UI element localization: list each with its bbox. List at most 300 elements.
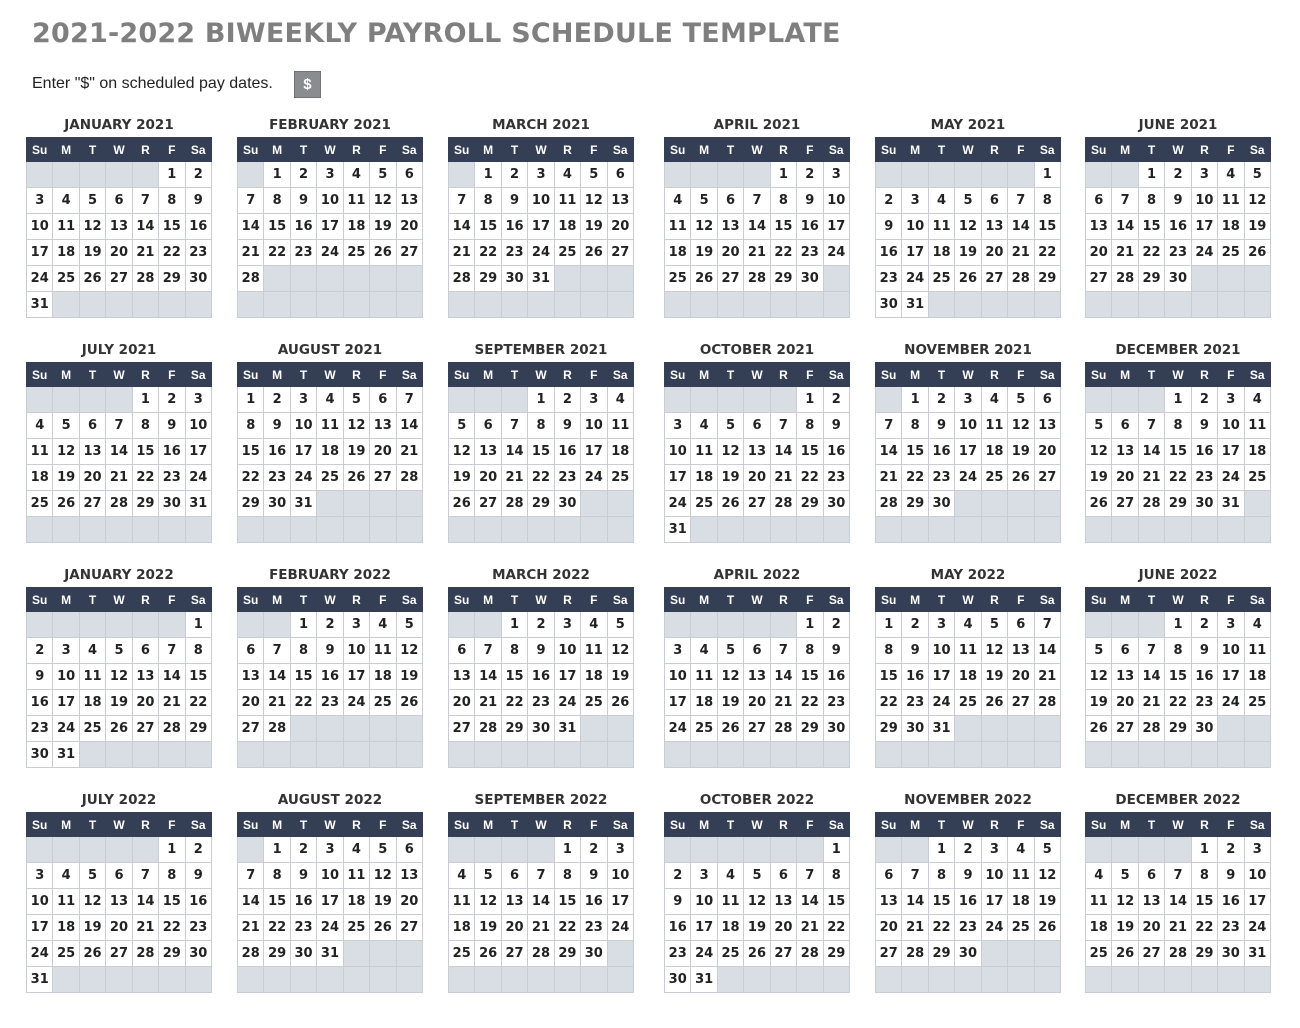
day-cell[interactable]: 3 bbox=[823, 162, 849, 188]
day-cell[interactable]: 26 bbox=[396, 690, 422, 716]
day-cell[interactable]: 3 bbox=[981, 837, 1007, 863]
day-cell[interactable]: 22 bbox=[1165, 690, 1191, 716]
day-cell[interactable]: 10 bbox=[1244, 863, 1270, 889]
day-cell[interactable]: 11 bbox=[53, 214, 79, 240]
day-cell[interactable]: 12 bbox=[1008, 413, 1034, 439]
day-cell[interactable]: 23 bbox=[1191, 690, 1217, 716]
day-cell[interactable]: 11 bbox=[554, 188, 580, 214]
day-cell[interactable]: 29 bbox=[770, 266, 796, 292]
day-cell[interactable]: 14 bbox=[396, 413, 422, 439]
day-cell[interactable]: 11 bbox=[53, 889, 79, 915]
day-cell[interactable]: 11 bbox=[928, 214, 954, 240]
day-cell[interactable]: 21 bbox=[876, 465, 902, 491]
day-cell[interactable]: 17 bbox=[607, 889, 633, 915]
day-cell[interactable]: 13 bbox=[770, 889, 796, 915]
day-cell[interactable]: 23 bbox=[581, 915, 607, 941]
day-cell[interactable]: 29 bbox=[902, 491, 928, 517]
day-cell[interactable]: 12 bbox=[955, 214, 981, 240]
day-cell[interactable]: 26 bbox=[581, 240, 607, 266]
day-cell[interactable]: 12 bbox=[1034, 863, 1060, 889]
day-cell[interactable]: 16 bbox=[581, 889, 607, 915]
day-cell[interactable]: 3 bbox=[665, 413, 691, 439]
day-cell[interactable]: 3 bbox=[691, 863, 717, 889]
day-cell[interactable]: 9 bbox=[554, 413, 580, 439]
day-cell[interactable]: 19 bbox=[370, 214, 396, 240]
day-cell[interactable]: 12 bbox=[717, 439, 743, 465]
day-cell[interactable]: 6 bbox=[79, 413, 105, 439]
day-cell[interactable]: 15 bbox=[554, 889, 580, 915]
day-cell[interactable]: 11 bbox=[79, 664, 105, 690]
day-cell[interactable]: 21 bbox=[797, 915, 823, 941]
day-cell[interactable]: 25 bbox=[27, 491, 53, 517]
day-cell[interactable]: 14 bbox=[770, 664, 796, 690]
day-cell[interactable]: 1 bbox=[1138, 162, 1164, 188]
day-cell[interactable]: 24 bbox=[1218, 465, 1244, 491]
day-cell[interactable]: 27 bbox=[132, 716, 158, 742]
day-cell[interactable]: 9 bbox=[1165, 188, 1191, 214]
day-cell[interactable]: 1 bbox=[185, 612, 211, 638]
day-cell[interactable]: 20 bbox=[1008, 664, 1034, 690]
day-cell[interactable]: 10 bbox=[317, 863, 343, 889]
day-cell[interactable]: 26 bbox=[370, 240, 396, 266]
day-cell[interactable]: 29 bbox=[928, 941, 954, 967]
day-cell[interactable]: 26 bbox=[744, 941, 770, 967]
day-cell[interactable]: 14 bbox=[1034, 638, 1060, 664]
day-cell[interactable]: 8 bbox=[1034, 188, 1060, 214]
day-cell[interactable]: 1 bbox=[876, 612, 902, 638]
day-cell[interactable]: 24 bbox=[554, 690, 580, 716]
day-cell[interactable]: 8 bbox=[554, 863, 580, 889]
day-cell[interactable]: 31 bbox=[554, 716, 580, 742]
day-cell[interactable]: 8 bbox=[770, 188, 796, 214]
day-cell[interactable]: 13 bbox=[396, 188, 422, 214]
day-cell[interactable]: 5 bbox=[475, 863, 501, 889]
day-cell[interactable]: 14 bbox=[238, 889, 264, 915]
day-cell[interactable]: 15 bbox=[528, 439, 554, 465]
day-cell[interactable]: 9 bbox=[27, 664, 53, 690]
day-cell[interactable]: 27 bbox=[744, 491, 770, 517]
day-cell[interactable]: 12 bbox=[370, 863, 396, 889]
day-cell[interactable]: 13 bbox=[1138, 889, 1164, 915]
day-cell[interactable]: 2 bbox=[823, 387, 849, 413]
day-cell[interactable]: 24 bbox=[27, 941, 53, 967]
day-cell[interactable]: 19 bbox=[79, 240, 105, 266]
day-cell[interactable]: 30 bbox=[1191, 491, 1217, 517]
day-cell[interactable]: 24 bbox=[928, 690, 954, 716]
day-cell[interactable]: 27 bbox=[370, 465, 396, 491]
day-cell[interactable]: 26 bbox=[53, 491, 79, 517]
day-cell[interactable]: 3 bbox=[928, 612, 954, 638]
day-cell[interactable]: 8 bbox=[928, 863, 954, 889]
day-cell[interactable]: 27 bbox=[1086, 266, 1112, 292]
day-cell[interactable]: 15 bbox=[797, 439, 823, 465]
day-cell[interactable]: 8 bbox=[159, 863, 185, 889]
day-cell[interactable]: 20 bbox=[1086, 240, 1112, 266]
day-cell[interactable]: 24 bbox=[1244, 915, 1270, 941]
day-cell[interactable]: 2 bbox=[581, 837, 607, 863]
day-cell[interactable]: 29 bbox=[528, 491, 554, 517]
day-cell[interactable]: 18 bbox=[343, 889, 369, 915]
day-cell[interactable]: 24 bbox=[665, 491, 691, 517]
day-cell[interactable]: 21 bbox=[1138, 690, 1164, 716]
day-cell[interactable]: 16 bbox=[27, 690, 53, 716]
day-cell[interactable]: 20 bbox=[981, 240, 1007, 266]
day-cell[interactable]: 15 bbox=[290, 664, 316, 690]
day-cell[interactable]: 6 bbox=[238, 638, 264, 664]
day-cell[interactable]: 1 bbox=[823, 837, 849, 863]
day-cell[interactable]: 25 bbox=[955, 690, 981, 716]
day-cell[interactable]: 25 bbox=[343, 240, 369, 266]
day-cell[interactable]: 7 bbox=[876, 413, 902, 439]
day-cell[interactable]: 16 bbox=[876, 240, 902, 266]
day-cell[interactable]: 9 bbox=[581, 863, 607, 889]
day-cell[interactable]: 3 bbox=[27, 188, 53, 214]
day-cell[interactable]: 16 bbox=[928, 439, 954, 465]
day-cell[interactable]: 19 bbox=[1086, 690, 1112, 716]
day-cell[interactable]: 21 bbox=[1112, 240, 1138, 266]
day-cell[interactable]: 14 bbox=[1138, 439, 1164, 465]
day-cell[interactable]: 21 bbox=[238, 240, 264, 266]
day-cell[interactable]: 27 bbox=[717, 266, 743, 292]
day-cell[interactable]: 26 bbox=[106, 716, 132, 742]
day-cell[interactable]: 12 bbox=[981, 638, 1007, 664]
day-cell[interactable]: 19 bbox=[1112, 915, 1138, 941]
day-cell[interactable]: 28 bbox=[1138, 716, 1164, 742]
day-cell[interactable]: 7 bbox=[449, 188, 475, 214]
day-cell[interactable]: 20 bbox=[449, 690, 475, 716]
day-cell[interactable]: 8 bbox=[797, 638, 823, 664]
day-cell[interactable]: 15 bbox=[264, 889, 290, 915]
day-cell[interactable]: 7 bbox=[501, 413, 527, 439]
day-cell[interactable]: 30 bbox=[1191, 716, 1217, 742]
day-cell[interactable]: 2 bbox=[876, 188, 902, 214]
day-cell[interactable]: 10 bbox=[823, 188, 849, 214]
day-cell[interactable]: 21 bbox=[1165, 915, 1191, 941]
day-cell[interactable]: 13 bbox=[370, 413, 396, 439]
day-cell[interactable]: 24 bbox=[823, 240, 849, 266]
day-cell[interactable]: 11 bbox=[343, 863, 369, 889]
day-cell[interactable]: 4 bbox=[717, 863, 743, 889]
day-cell[interactable]: 6 bbox=[501, 863, 527, 889]
day-cell[interactable]: 8 bbox=[264, 188, 290, 214]
day-cell[interactable]: 10 bbox=[317, 188, 343, 214]
day-cell[interactable]: 23 bbox=[185, 915, 211, 941]
day-cell[interactable]: 1 bbox=[1165, 387, 1191, 413]
day-cell[interactable]: 4 bbox=[343, 837, 369, 863]
day-cell[interactable]: 14 bbox=[264, 664, 290, 690]
day-cell[interactable]: 1 bbox=[264, 162, 290, 188]
day-cell[interactable]: 16 bbox=[317, 664, 343, 690]
day-cell[interactable]: 20 bbox=[396, 214, 422, 240]
day-cell[interactable]: 3 bbox=[1218, 612, 1244, 638]
day-cell[interactable]: 20 bbox=[876, 915, 902, 941]
day-cell[interactable]: 7 bbox=[159, 638, 185, 664]
day-cell[interactable]: 16 bbox=[185, 889, 211, 915]
day-cell[interactable]: 11 bbox=[1244, 638, 1270, 664]
day-cell[interactable]: 18 bbox=[1086, 915, 1112, 941]
day-cell[interactable]: 7 bbox=[1008, 188, 1034, 214]
day-cell[interactable]: 4 bbox=[53, 863, 79, 889]
day-cell[interactable]: 28 bbox=[1008, 266, 1034, 292]
day-cell[interactable]: 19 bbox=[1034, 889, 1060, 915]
day-cell[interactable]: 10 bbox=[53, 664, 79, 690]
day-cell[interactable]: 28 bbox=[132, 941, 158, 967]
day-cell[interactable]: 23 bbox=[797, 240, 823, 266]
day-cell[interactable]: 5 bbox=[1086, 638, 1112, 664]
day-cell[interactable]: 5 bbox=[607, 612, 633, 638]
day-cell[interactable]: 1 bbox=[770, 162, 796, 188]
day-cell[interactable]: 11 bbox=[27, 439, 53, 465]
day-cell[interactable]: 5 bbox=[744, 863, 770, 889]
day-cell[interactable]: 14 bbox=[1165, 889, 1191, 915]
day-cell[interactable]: 14 bbox=[501, 439, 527, 465]
day-cell[interactable]: 16 bbox=[1191, 439, 1217, 465]
day-cell[interactable]: 22 bbox=[928, 915, 954, 941]
day-cell[interactable]: 5 bbox=[581, 162, 607, 188]
day-cell[interactable]: 12 bbox=[744, 889, 770, 915]
day-cell[interactable]: 24 bbox=[581, 465, 607, 491]
day-cell[interactable]: 3 bbox=[528, 162, 554, 188]
day-cell[interactable]: 10 bbox=[902, 214, 928, 240]
day-cell[interactable]: 3 bbox=[317, 162, 343, 188]
day-cell[interactable]: 8 bbox=[1165, 638, 1191, 664]
day-cell[interactable]: 3 bbox=[1191, 162, 1217, 188]
day-cell[interactable]: 6 bbox=[106, 863, 132, 889]
day-cell[interactable]: 2 bbox=[823, 612, 849, 638]
day-cell[interactable]: 4 bbox=[581, 612, 607, 638]
day-cell[interactable]: 25 bbox=[981, 465, 1007, 491]
day-cell[interactable]: 29 bbox=[876, 716, 902, 742]
day-cell[interactable]: 26 bbox=[370, 915, 396, 941]
day-cell[interactable]: 9 bbox=[501, 188, 527, 214]
day-cell[interactable]: 10 bbox=[955, 413, 981, 439]
day-cell[interactable]: 2 bbox=[528, 612, 554, 638]
day-cell[interactable]: 15 bbox=[1165, 664, 1191, 690]
day-cell[interactable]: 8 bbox=[475, 188, 501, 214]
day-cell[interactable]: 19 bbox=[1008, 439, 1034, 465]
day-cell[interactable]: 3 bbox=[607, 837, 633, 863]
day-cell[interactable]: 1 bbox=[264, 837, 290, 863]
day-cell[interactable]: 29 bbox=[1165, 716, 1191, 742]
day-cell[interactable]: 22 bbox=[1034, 240, 1060, 266]
day-cell[interactable]: 8 bbox=[159, 188, 185, 214]
day-cell[interactable]: 14 bbox=[797, 889, 823, 915]
day-cell[interactable]: 28 bbox=[1112, 266, 1138, 292]
day-cell[interactable]: 29 bbox=[501, 716, 527, 742]
day-cell[interactable]: 24 bbox=[317, 915, 343, 941]
day-cell[interactable]: 27 bbox=[1008, 690, 1034, 716]
day-cell[interactable]: 27 bbox=[106, 266, 132, 292]
day-cell[interactable]: 1 bbox=[528, 387, 554, 413]
day-cell[interactable]: 7 bbox=[132, 188, 158, 214]
day-cell[interactable]: 1 bbox=[290, 612, 316, 638]
day-cell[interactable]: 4 bbox=[27, 413, 53, 439]
day-cell[interactable]: 22 bbox=[264, 915, 290, 941]
day-cell[interactable]: 12 bbox=[106, 664, 132, 690]
day-cell[interactable]: 27 bbox=[1138, 941, 1164, 967]
day-cell[interactable]: 21 bbox=[106, 465, 132, 491]
day-cell[interactable]: 19 bbox=[744, 915, 770, 941]
day-cell[interactable]: 19 bbox=[607, 664, 633, 690]
day-cell[interactable]: 4 bbox=[53, 188, 79, 214]
day-cell[interactable]: 7 bbox=[902, 863, 928, 889]
day-cell[interactable]: 18 bbox=[554, 214, 580, 240]
day-cell[interactable]: 29 bbox=[185, 716, 211, 742]
day-cell[interactable]: 7 bbox=[1138, 413, 1164, 439]
day-cell[interactable]: 21 bbox=[1008, 240, 1034, 266]
day-cell[interactable]: 13 bbox=[1034, 413, 1060, 439]
day-cell[interactable]: 10 bbox=[1218, 413, 1244, 439]
day-cell[interactable]: 16 bbox=[1191, 664, 1217, 690]
day-cell[interactable]: 10 bbox=[554, 638, 580, 664]
day-cell[interactable]: 18 bbox=[665, 240, 691, 266]
day-cell[interactable]: 13 bbox=[1112, 439, 1138, 465]
day-cell[interactable]: 3 bbox=[290, 387, 316, 413]
day-cell[interactable]: 6 bbox=[475, 413, 501, 439]
day-cell[interactable]: 20 bbox=[106, 240, 132, 266]
day-cell[interactable]: 17 bbox=[823, 214, 849, 240]
day-cell[interactable]: 11 bbox=[449, 889, 475, 915]
day-cell[interactable]: 24 bbox=[185, 465, 211, 491]
day-cell[interactable]: 1 bbox=[1165, 612, 1191, 638]
day-cell[interactable]: 20 bbox=[1138, 915, 1164, 941]
day-cell[interactable]: 29 bbox=[1165, 491, 1191, 517]
day-cell[interactable]: 21 bbox=[1034, 664, 1060, 690]
day-cell[interactable]: 3 bbox=[27, 863, 53, 889]
day-cell[interactable]: 6 bbox=[1112, 413, 1138, 439]
day-cell[interactable]: 17 bbox=[290, 439, 316, 465]
day-cell[interactable]: 2 bbox=[1165, 162, 1191, 188]
day-cell[interactable]: 17 bbox=[343, 664, 369, 690]
day-cell[interactable]: 6 bbox=[607, 162, 633, 188]
day-cell[interactable]: 16 bbox=[797, 214, 823, 240]
day-cell[interactable]: 26 bbox=[343, 465, 369, 491]
day-cell[interactable]: 13 bbox=[449, 664, 475, 690]
day-cell[interactable]: 29 bbox=[238, 491, 264, 517]
day-cell[interactable]: 19 bbox=[691, 240, 717, 266]
day-cell[interactable]: 23 bbox=[928, 465, 954, 491]
day-cell[interactable]: 6 bbox=[1112, 638, 1138, 664]
day-cell[interactable]: 5 bbox=[370, 162, 396, 188]
day-cell[interactable]: 23 bbox=[501, 240, 527, 266]
day-cell[interactable]: 14 bbox=[528, 889, 554, 915]
day-cell[interactable]: 6 bbox=[396, 837, 422, 863]
day-cell[interactable]: 31 bbox=[185, 491, 211, 517]
day-cell[interactable]: 20 bbox=[744, 465, 770, 491]
day-cell[interactable]: 22 bbox=[238, 465, 264, 491]
day-cell[interactable]: 9 bbox=[955, 863, 981, 889]
day-cell[interactable]: 12 bbox=[1112, 889, 1138, 915]
day-cell[interactable]: 16 bbox=[955, 889, 981, 915]
day-cell[interactable]: 17 bbox=[53, 690, 79, 716]
day-cell[interactable]: 15 bbox=[1191, 889, 1217, 915]
day-cell[interactable]: 19 bbox=[370, 889, 396, 915]
day-cell[interactable]: 17 bbox=[1218, 664, 1244, 690]
day-cell[interactable]: 3 bbox=[53, 638, 79, 664]
day-cell[interactable]: 12 bbox=[449, 439, 475, 465]
day-cell[interactable]: 8 bbox=[1165, 413, 1191, 439]
day-cell[interactable]: 13 bbox=[876, 889, 902, 915]
day-cell[interactable]: 23 bbox=[1165, 240, 1191, 266]
day-cell[interactable]: 22 bbox=[1165, 465, 1191, 491]
day-cell[interactable]: 28 bbox=[876, 491, 902, 517]
day-cell[interactable]: 22 bbox=[1191, 915, 1217, 941]
day-cell[interactable]: 27 bbox=[607, 240, 633, 266]
day-cell[interactable]: 14 bbox=[902, 889, 928, 915]
day-cell[interactable]: 12 bbox=[396, 638, 422, 664]
day-cell[interactable]: 28 bbox=[264, 716, 290, 742]
day-cell[interactable]: 27 bbox=[106, 941, 132, 967]
day-cell[interactable]: 9 bbox=[290, 863, 316, 889]
day-cell[interactable]: 17 bbox=[902, 240, 928, 266]
day-cell[interactable]: 18 bbox=[1244, 664, 1270, 690]
day-cell[interactable]: 22 bbox=[290, 690, 316, 716]
day-cell[interactable]: 19 bbox=[981, 664, 1007, 690]
day-cell[interactable]: 16 bbox=[290, 214, 316, 240]
day-cell[interactable]: 1 bbox=[797, 612, 823, 638]
day-cell[interactable]: 10 bbox=[27, 214, 53, 240]
day-cell[interactable]: 28 bbox=[132, 266, 158, 292]
day-cell[interactable]: 6 bbox=[1086, 188, 1112, 214]
day-cell[interactable]: 25 bbox=[53, 266, 79, 292]
day-cell[interactable]: 10 bbox=[1218, 638, 1244, 664]
day-cell[interactable]: 5 bbox=[370, 837, 396, 863]
day-cell[interactable]: 17 bbox=[665, 465, 691, 491]
day-cell[interactable]: 6 bbox=[981, 188, 1007, 214]
day-cell[interactable]: 13 bbox=[106, 889, 132, 915]
day-cell[interactable]: 13 bbox=[475, 439, 501, 465]
day-cell[interactable]: 12 bbox=[1086, 664, 1112, 690]
day-cell[interactable]: 21 bbox=[132, 240, 158, 266]
day-cell[interactable]: 20 bbox=[370, 439, 396, 465]
day-cell[interactable]: 7 bbox=[238, 863, 264, 889]
day-cell[interactable]: 13 bbox=[981, 214, 1007, 240]
day-cell[interactable]: 25 bbox=[53, 941, 79, 967]
day-cell[interactable]: 19 bbox=[717, 465, 743, 491]
day-cell[interactable]: 11 bbox=[1086, 889, 1112, 915]
day-cell[interactable]: 6 bbox=[1138, 863, 1164, 889]
day-cell[interactable]: 29 bbox=[1138, 266, 1164, 292]
day-cell[interactable]: 31 bbox=[928, 716, 954, 742]
day-cell[interactable]: 9 bbox=[317, 638, 343, 664]
day-cell[interactable]: 24 bbox=[955, 465, 981, 491]
day-cell[interactable]: 29 bbox=[264, 941, 290, 967]
day-cell[interactable]: 21 bbox=[528, 915, 554, 941]
day-cell[interactable]: 8 bbox=[823, 863, 849, 889]
day-cell[interactable]: 17 bbox=[317, 889, 343, 915]
day-cell[interactable]: 16 bbox=[902, 664, 928, 690]
day-cell[interactable]: 4 bbox=[1218, 162, 1244, 188]
day-cell[interactable]: 24 bbox=[290, 465, 316, 491]
day-cell[interactable]: 22 bbox=[475, 240, 501, 266]
day-cell[interactable]: 6 bbox=[370, 387, 396, 413]
day-cell[interactable]: 14 bbox=[132, 889, 158, 915]
day-cell[interactable]: 16 bbox=[1218, 889, 1244, 915]
day-cell[interactable]: 18 bbox=[717, 915, 743, 941]
day-cell[interactable]: 23 bbox=[1191, 465, 1217, 491]
day-cell[interactable]: 7 bbox=[132, 863, 158, 889]
day-cell[interactable]: 17 bbox=[1218, 439, 1244, 465]
day-cell[interactable]: 14 bbox=[475, 664, 501, 690]
day-cell[interactable]: 11 bbox=[1218, 188, 1244, 214]
day-cell[interactable]: 9 bbox=[928, 413, 954, 439]
day-cell[interactable]: 4 bbox=[607, 387, 633, 413]
day-cell[interactable]: 10 bbox=[27, 889, 53, 915]
day-cell[interactable]: 16 bbox=[823, 664, 849, 690]
day-cell[interactable]: 9 bbox=[1191, 638, 1217, 664]
day-cell[interactable]: 26 bbox=[449, 491, 475, 517]
day-cell[interactable]: 4 bbox=[955, 612, 981, 638]
